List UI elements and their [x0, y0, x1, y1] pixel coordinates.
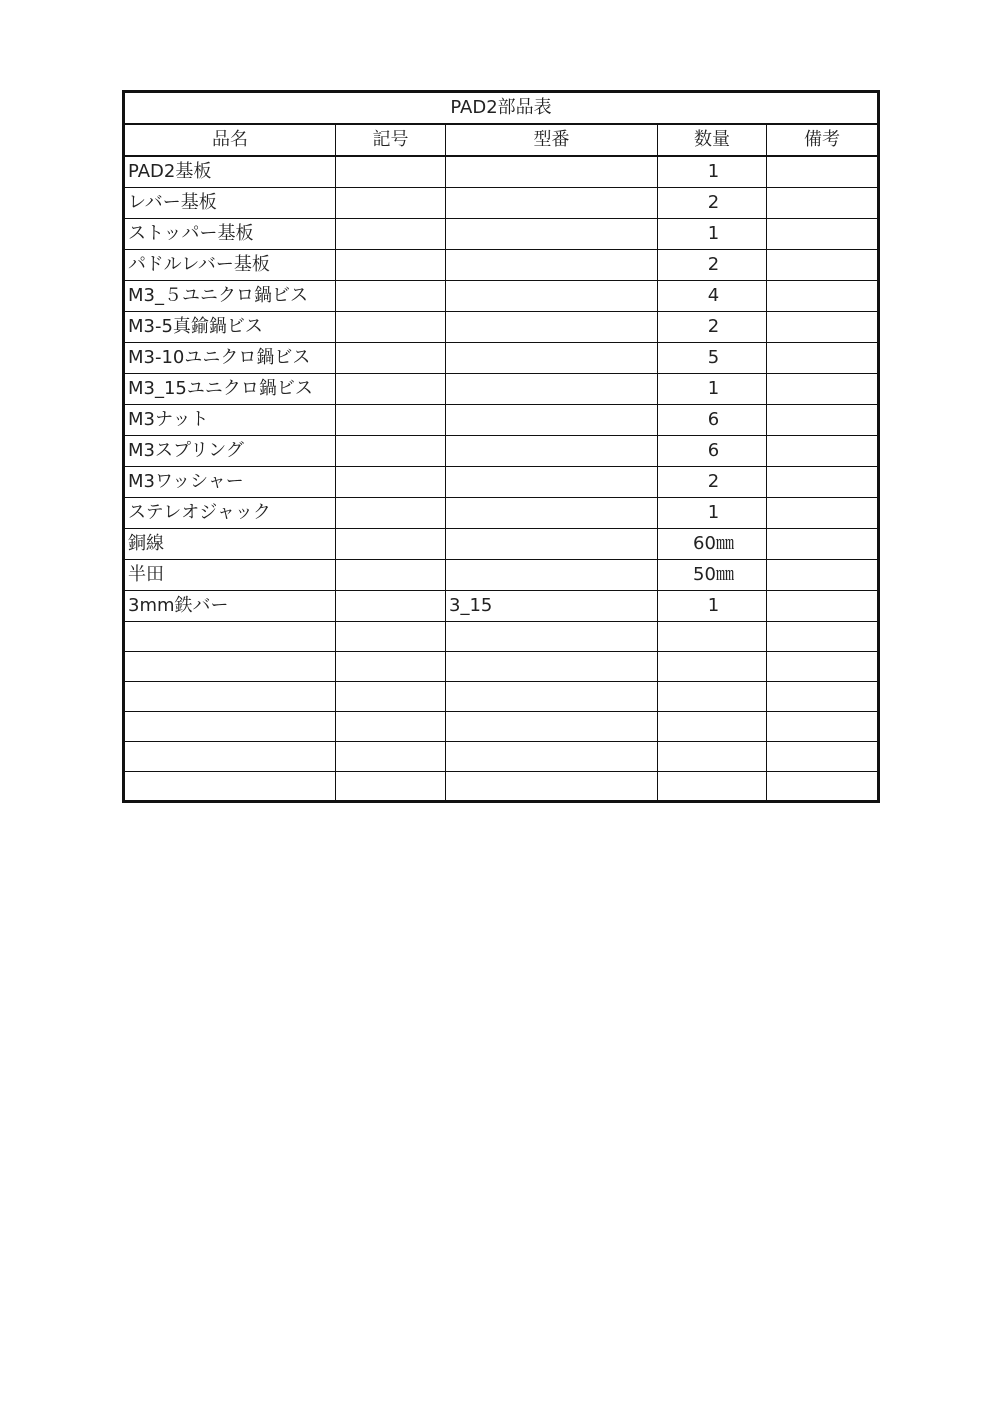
cell-note	[767, 436, 879, 467]
cell-name: レバー基板	[124, 188, 336, 219]
table-row	[124, 712, 879, 742]
cell-symbol	[336, 156, 446, 188]
table-row	[124, 405, 879, 436]
cell-model	[446, 560, 658, 591]
cell-symbol	[336, 560, 446, 591]
cell-quantity: 1	[658, 591, 767, 622]
cell-name: ステレオジャック	[124, 498, 336, 529]
cell-name	[124, 622, 336, 652]
table-row	[124, 219, 879, 250]
cell-name	[124, 712, 336, 742]
parts-body	[124, 156, 879, 802]
title-row	[124, 92, 879, 125]
cell-quantity: 1	[658, 498, 767, 529]
cell-symbol	[336, 281, 446, 312]
cell-name: パドルレバー基板	[124, 250, 336, 281]
cell-note	[767, 742, 879, 772]
cell-quantity: 1	[658, 374, 767, 405]
cell-note	[767, 560, 879, 591]
cell-name	[124, 772, 336, 802]
cell-model	[446, 281, 658, 312]
cell-quantity: 5	[658, 343, 767, 374]
cell-model: 3_15	[446, 591, 658, 622]
cell-symbol	[336, 682, 446, 712]
cell-symbol	[336, 374, 446, 405]
cell-model	[446, 772, 658, 802]
cell-model	[446, 250, 658, 281]
cell-quantity	[658, 622, 767, 652]
parts-list-table	[122, 90, 880, 803]
table-title: PAD2部品表	[124, 92, 879, 125]
cell-model	[446, 312, 658, 343]
cell-name	[124, 682, 336, 712]
cell-note	[767, 529, 879, 560]
header-model: 型番	[446, 124, 658, 156]
cell-model	[446, 436, 658, 467]
header-row	[124, 124, 879, 156]
table-row	[124, 156, 879, 188]
cell-name: M3-10ユニクロ鍋ビス	[124, 343, 336, 374]
cell-model	[446, 467, 658, 498]
table-row	[124, 281, 879, 312]
cell-symbol	[336, 622, 446, 652]
cell-symbol	[336, 591, 446, 622]
table-row	[124, 467, 879, 498]
cell-model	[446, 712, 658, 742]
cell-note	[767, 712, 879, 742]
cell-note	[767, 405, 879, 436]
cell-note	[767, 682, 879, 712]
table-row	[124, 188, 879, 219]
cell-note	[767, 772, 879, 802]
cell-name: PAD2基板	[124, 156, 336, 188]
cell-name: M3スプリング	[124, 436, 336, 467]
cell-note	[767, 498, 879, 529]
cell-note	[767, 281, 879, 312]
cell-quantity	[658, 652, 767, 682]
cell-name: M3ナット	[124, 405, 336, 436]
cell-quantity: 1	[658, 219, 767, 250]
cell-symbol	[336, 312, 446, 343]
cell-model	[446, 498, 658, 529]
table-row	[124, 652, 879, 682]
header-quantity: 数量	[658, 124, 767, 156]
cell-symbol	[336, 405, 446, 436]
table-row	[124, 772, 879, 802]
cell-model	[446, 742, 658, 772]
cell-model	[446, 343, 658, 374]
cell-quantity: 50㎜	[658, 560, 767, 591]
cell-quantity: 2	[658, 250, 767, 281]
table-row	[124, 343, 879, 374]
cell-quantity: 6	[658, 405, 767, 436]
header-note: 備考	[767, 124, 879, 156]
table-row	[124, 436, 879, 467]
cell-model	[446, 652, 658, 682]
cell-note	[767, 250, 879, 281]
cell-quantity	[658, 682, 767, 712]
cell-quantity	[658, 772, 767, 802]
header-symbol: 記号	[336, 124, 446, 156]
cell-quantity	[658, 712, 767, 742]
cell-name: M3-5真鍮鍋ビス	[124, 312, 336, 343]
cell-quantity: 6	[658, 436, 767, 467]
cell-quantity: 2	[658, 188, 767, 219]
cell-quantity: 2	[658, 312, 767, 343]
cell-model	[446, 219, 658, 250]
cell-note	[767, 219, 879, 250]
table-row	[124, 498, 879, 529]
header-name: 品名	[124, 124, 336, 156]
cell-symbol	[336, 343, 446, 374]
cell-name: M3_５ユニクロ鍋ビス	[124, 281, 336, 312]
table-row	[124, 374, 879, 405]
cell-model	[446, 405, 658, 436]
cell-symbol	[336, 742, 446, 772]
cell-name: ストッパー基板	[124, 219, 336, 250]
cell-quantity: 2	[658, 467, 767, 498]
table-row	[124, 560, 879, 591]
cell-symbol	[336, 467, 446, 498]
cell-symbol	[336, 652, 446, 682]
cell-name	[124, 742, 336, 772]
table-row	[124, 682, 879, 712]
cell-name: 半田	[124, 560, 336, 591]
cell-quantity: 60㎜	[658, 529, 767, 560]
cell-symbol	[336, 712, 446, 742]
cell-note	[767, 156, 879, 188]
cell-name: M3_15ユニクロ鍋ビス	[124, 374, 336, 405]
table-row	[124, 312, 879, 343]
cell-symbol	[336, 498, 446, 529]
cell-quantity: 1	[658, 156, 767, 188]
table-row	[124, 742, 879, 772]
cell-note	[767, 591, 879, 622]
cell-name	[124, 652, 336, 682]
cell-name: 3mm鉄バー	[124, 591, 336, 622]
cell-note	[767, 312, 879, 343]
cell-model	[446, 622, 658, 652]
cell-model	[446, 156, 658, 188]
cell-symbol	[336, 188, 446, 219]
cell-name: M3ワッシャー	[124, 467, 336, 498]
cell-symbol	[336, 772, 446, 802]
cell-symbol	[336, 250, 446, 281]
cell-quantity	[658, 742, 767, 772]
cell-model	[446, 529, 658, 560]
cell-note	[767, 652, 879, 682]
cell-note	[767, 622, 879, 652]
table-row	[124, 529, 879, 560]
cell-name: 銅線	[124, 529, 336, 560]
table-row	[124, 250, 879, 281]
cell-note	[767, 188, 879, 219]
table-row	[124, 591, 879, 622]
cell-model	[446, 682, 658, 712]
cell-symbol	[336, 219, 446, 250]
cell-note	[767, 374, 879, 405]
cell-model	[446, 188, 658, 219]
cell-note	[767, 467, 879, 498]
cell-note	[767, 343, 879, 374]
cell-symbol	[336, 436, 446, 467]
table-row	[124, 622, 879, 652]
cell-symbol	[336, 529, 446, 560]
cell-model	[446, 374, 658, 405]
cell-quantity: 4	[658, 281, 767, 312]
